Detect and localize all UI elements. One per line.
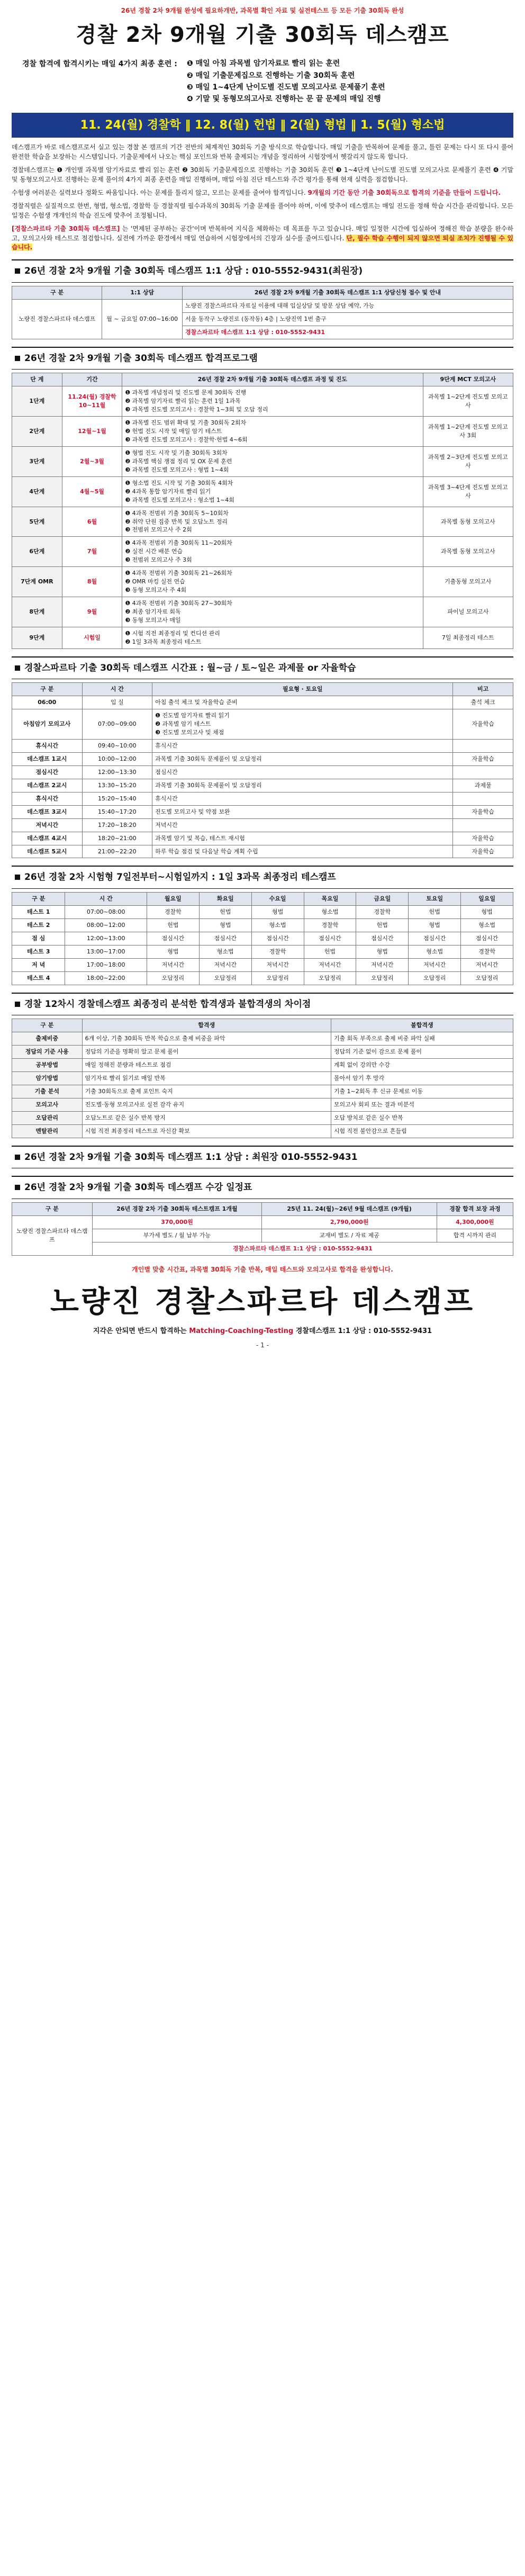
table-row — [12, 945, 513, 958]
table-row — [12, 919, 513, 932]
square-icon — [15, 356, 20, 361]
mct-cell: 과목별 동형 모의고사 — [423, 507, 513, 537]
table-cell: 시험 직전 불안감으로 흔들림 — [331, 1124, 513, 1138]
goal-item: ❸ 매일 1~4단계 난이도별 진도별 모의고사로 문제풀기 훈련 — [186, 83, 385, 92]
table-cell: 17:20~18:20 — [82, 818, 152, 832]
table-cell: 하루 학습 점검 및 다음날 학습 계획 수립 — [152, 845, 453, 858]
table-row — [12, 476, 513, 507]
table-cell: 오답관리 — [12, 1111, 83, 1124]
intro-text: 는 '면제된 공부하는 공간'이며 반복하여 지식을 체화하는 데 목표를 두고 있습니다. 매일 일정한 시간에 입실하여 정해진 학습 분량을 완수하고, 모의고사와 테스트로 점검합니다. 실전에 가까운 환경에서 매일 연습하여 시험장에서의 긴장과 실수를 줄여드립니다. — [12, 225, 513, 242]
square-icon — [15, 875, 20, 880]
table-cell: 데스캠프 4교시 — [12, 832, 83, 845]
stage-cell: 9단계 — [12, 627, 62, 648]
table-cell: 과제물 — [453, 779, 513, 792]
table-header: 경찰 합격 보장 과정 — [437, 1203, 513, 1216]
table-cell — [453, 740, 513, 753]
table-cell: 저녁시간 — [409, 958, 461, 971]
program-table-body — [12, 386, 513, 648]
table-header: 구 분 — [12, 286, 102, 300]
table-cell: 진도별 모의고사 및 약점 보완 — [152, 805, 453, 818]
weekly-table — [12, 892, 513, 985]
table-header: 화요일 — [199, 893, 251, 906]
table-row — [12, 299, 513, 312]
goals-intro: 경찰 합격에 합격시키는 매일 4가지 최종 훈련 : — [22, 60, 177, 69]
table-cell: 월 ~ 금요일 07:00~16:00 — [102, 299, 183, 339]
table-header: 필요형 · 토요일 — [152, 683, 453, 696]
table-cell: 서울 동작구 노량진로 (동작동) 4층 | 노량진역 1번 출구 — [182, 312, 513, 326]
table-cell: 오답정리 — [147, 971, 199, 985]
content-cell: ❶ 4과목 전범위 기출 30회독 27~30회차 ❷ 최종 암기자료 회독 ❸ 동형 모의고사 매일 — [122, 597, 423, 627]
table-header: 토요일 — [409, 893, 461, 906]
table-cell: 점심시간 — [147, 932, 199, 945]
brand-subtitle — [12, 1327, 513, 1337]
table-cell — [453, 818, 513, 832]
table-cell: 매일 정해진 분량과 테스트로 점검 — [82, 1059, 331, 1072]
table-header: 기간 — [62, 373, 122, 386]
intro-highlight: [경찰스파르타 기출 30회독 데스캠프] — [12, 225, 120, 233]
square-icon — [15, 1002, 20, 1007]
section-title — [12, 656, 513, 680]
table-cell: 형소법 — [251, 919, 304, 932]
section-title — [12, 259, 513, 283]
content-cell: ❶ 과목별 진도 범위 확대 및 기출 30회독 2회차 ❷ 헌법 진도 시작 및 매일 암기 테스트 ❸ 과목별 진도별 모의고사 : 경찰학·헌법 4~6회 — [122, 417, 423, 447]
table-row — [12, 446, 513, 476]
table-cell: 정답의 기준을 명확히 알고 문제 풀이 — [82, 1046, 331, 1059]
table-cell: 휴식시간 — [12, 740, 83, 753]
section-title — [12, 1146, 513, 1169]
table-cell: 테스트 2 — [12, 919, 65, 932]
table-cell: 점심시간 — [12, 765, 83, 779]
mct-cell: 과목별 2~3단계 진도별 모의고사 — [423, 446, 513, 476]
table-cell — [453, 792, 513, 805]
period-cell: 8월 — [62, 567, 122, 597]
period-cell: 7월 — [62, 537, 122, 567]
table-cell: 18:00~22:00 — [65, 971, 147, 985]
table-cell: 노량진 경찰스파르타 데스캠프 — [12, 299, 102, 339]
table-cell: 몰아서 암기 후 망각 — [331, 1072, 513, 1085]
table-row — [12, 1111, 513, 1124]
table-cell: 형법 — [199, 919, 251, 932]
square-icon — [15, 268, 20, 274]
period-cell: 시험일 — [62, 627, 122, 648]
top-banner: 26년 경찰 2차 9개월 완성에 필요하개반, 과목별 확인 자료 및 실전테스트 등 모든 기출 30회독 완성 — [121, 7, 404, 14]
footer-note: 개인별 맞춤 시간표, 과목별 30회독 기출 반복, 매일 테스트와 모의고사로 합격을 완성합니다. — [132, 1265, 393, 1273]
table-cell: 15:40~17:20 — [82, 805, 152, 818]
table-row — [12, 696, 513, 709]
mct-cell: 7일 최종정리 테스트 — [423, 627, 513, 648]
table-cell: 휴식시간 — [152, 740, 453, 753]
intro-highlight: 9개월의 기간 동안 기출 30회독으로 합격의 기준을 만들어 드립니다. — [307, 189, 501, 197]
table-cell: 저녁시간 — [147, 958, 199, 971]
table-cell: 경찰학 — [147, 906, 199, 919]
table-row — [12, 958, 513, 971]
table-cell: 형법 — [147, 945, 199, 958]
brand-sub-text: 경찰데스캠프 1:1 상담 : 010-5552-9431 — [293, 1327, 432, 1336]
table-cell: 저녁시간 — [12, 818, 83, 832]
program-table — [12, 373, 513, 648]
table-row — [12, 805, 513, 818]
section-title-text: 26년 경찰 2차 9개월 기출 30회독 데스캠프 수강 일정표 — [24, 1182, 252, 1193]
table-cell: 암기방법 — [12, 1072, 83, 1085]
stage-cell: 7단계 OMR — [12, 567, 62, 597]
stage-cell: 4단계 — [12, 476, 62, 507]
table-cell: 형소법 — [304, 906, 356, 919]
table-cell: 헌법 — [356, 919, 409, 932]
table-cell: 오답정리 — [304, 971, 356, 985]
table-header: 비고 — [453, 683, 513, 696]
table-row — [12, 1215, 513, 1229]
mct-cell: 과목별 동형 모의고사 — [423, 537, 513, 567]
table-cell: 과목별 기출 30회독 문제풀이 및 오답정리 — [152, 779, 453, 792]
section-title — [12, 993, 513, 1016]
table-cell: 점심시간 — [356, 932, 409, 945]
table-cell: 17:00~18:00 — [65, 958, 147, 971]
table-cell: 오답정리 — [409, 971, 461, 985]
mct-cell: 과목별 3~4단계 진도별 모의고사 — [423, 476, 513, 507]
table-cell: 15:20~15:40 — [82, 792, 152, 805]
table-cell: 기출 1~2회독 후 신규 문제로 이동 — [331, 1085, 513, 1098]
table-cell: 점심시간 — [152, 765, 453, 779]
mct-cell: 과목별 1~2단계 진도별 모의고사 3회 — [423, 417, 513, 447]
table-row — [12, 779, 513, 792]
table-cell: 21:00~22:20 — [82, 845, 152, 858]
table-row — [12, 507, 513, 537]
table-cell: 기출 회독 부족으로 출제 비중 파악 실패 — [331, 1032, 513, 1046]
table-cell: 오답 방치로 같은 실수 반복 — [331, 1111, 513, 1124]
price-cell: 2,790,000원 — [262, 1215, 437, 1229]
table-cell: 입 실 — [82, 696, 152, 709]
intro-paragraph: 경찰데스캠프는 ❶ 개인별 과목별 암기자료로 빨리 읽는 훈련 ❷ 30회독 기출문제집으로 진행하는 기출 30회독 훈련 ❸ 1~4단계 난이도별 진도별 모의고사로 문제풀기 훈련 ❹ 기말 및 동형모의고사로 진행하는 문제 풀이의 4가지 최종 훈련을 매일 진행하며, 매일 아침 진단 테스트와 주간 평가를 통해 현재 실력을 점검합니다. — [12, 166, 513, 183]
table-cell: 합격 시까지 관리 — [437, 1229, 513, 1242]
period-cell: 12월~1월 — [62, 417, 122, 447]
table-cell: 형법 — [251, 906, 304, 919]
table-cell: 저녁시간 — [356, 958, 409, 971]
table-cell: 아침암기 모의고사 — [12, 709, 83, 740]
table-header: 수요일 — [251, 893, 304, 906]
table-cell: 테스트 1 — [12, 906, 65, 919]
square-icon — [15, 665, 20, 671]
content-cell: ❶ 4과목 전범위 기출 30회독 11~20회차 ❷ 실전 시간 배분 연습 ❸ 전범위 모의고사 주 3회 — [122, 537, 423, 567]
section-title-text: 26년 경찰 2차 시험형 7일전부터~시험일까지 : 1일 3과목 최종정리 테스캠프 — [24, 872, 336, 883]
table-cell: 저녁시간 — [251, 958, 304, 971]
intro-text: 수험생 여러분은 실력보다 정확도 싸움입니다. 아는 문제를 틀리지 않고, 모르는 문제를 줄여야 합격입니다. — [12, 189, 308, 197]
table-cell: 데스캠프 2교시 — [12, 779, 83, 792]
table-cell: 테스트 4 — [12, 971, 65, 985]
table-row — [12, 597, 513, 627]
table-cell: 시험 직전 최종정리 테스트로 자신감 확보 — [82, 1124, 331, 1138]
period-cell: 9월 — [62, 597, 122, 627]
table-row — [12, 537, 513, 567]
table-cell: 아침 출석 체크 및 자율학습 준비 — [152, 696, 453, 709]
stage-cell: 5단계 — [12, 507, 62, 537]
intro-highlight: 단, 필수 학습 수행이 되지 않으면 퇴실 조치가 진행될 수 있습니다. — [12, 234, 513, 251]
table-cell: 출석 체크 — [453, 696, 513, 709]
timetable-table — [12, 682, 513, 858]
table-cell: 저녁시간 — [199, 958, 251, 971]
table-cell: 정답의 기준 사용 — [12, 1046, 83, 1059]
section-title-text: 26년 경찰 2차 9개월 기출 30회독 데스캠프 1:1 상담 : 010-5552-9431(최원장) — [24, 266, 363, 277]
table-cell: 저녁시간 — [461, 958, 513, 971]
mct-cell: 파이널 모의고사 — [423, 597, 513, 627]
table-row — [12, 740, 513, 753]
table-cell: 노량진 경찰스파르타 자료실 이용에 대해 입실상담 및 방문 상담 예약, 가능 — [182, 299, 513, 312]
content-cell: ❶ 4과목 전범위 기출 30회독 21~26회차 ❷ OMR 마킹 실전 연습 ❸ 동형 모의고사 주 4회 — [122, 567, 423, 597]
table-cell: 07:00~09:00 — [82, 709, 152, 740]
table-cell: 자율학습 — [453, 709, 513, 740]
table-header: 9단계 MCT 모의고사 — [423, 373, 513, 386]
table-cell: 데스캠프 3교시 — [12, 805, 83, 818]
table-header: 시 간 — [82, 683, 152, 696]
page-number: - 1 - — [256, 1341, 269, 1349]
table-cell: 테스트 3 — [12, 945, 65, 958]
intro-section — [12, 143, 513, 252]
table-cell: 자율학습 — [453, 832, 513, 845]
table-cell: 출제비중 — [12, 1032, 83, 1046]
table-cell: 정답의 기준 없이 감으로 문제 풀이 — [331, 1046, 513, 1059]
section-title-text: 경찰 12차시 경찰데스캠프 최종정리 분석한 합격생과 불합격생의 차이점 — [24, 998, 311, 1010]
intro-paragraph: 데스캠프가 바로 데스캠프로서 실고 있는 경찰 본 캠프의 기간 전반의 체계적인 30회독 기출 방식으로 학습합니다. 매일 기출을 반복하여 문제를 풀고, 틀린 문제는 다시 또 다시 풀어 완전한 학습을 보장하는 시스템입니다. 기출문제에서 나오는 핵심 포인트와 반복 출제되는 개념을 정리하여 시험장에서 헷갈리지 않도록 합니다. — [12, 143, 513, 160]
intro-paragraph: 경찰직렬은 실질적으로 한번, 형법, 형소법, 경찰학 등 경찰직렬 필수과목의 30회독 기출 문제를 풀어야 하며, 이에 맞추어 데스캠프는 매일 진도를 정해 학습 시간을 관리합니다. 모든 일정은 수험생 개개인의 학습 진도에 맞추어 조정됩니다. — [12, 202, 513, 219]
price-cell: 370,000원 — [92, 1215, 262, 1229]
section-title — [12, 347, 513, 370]
table-row — [12, 386, 513, 417]
table-cell: 경찰학 — [304, 919, 356, 932]
table-cell: 형소법 — [461, 919, 513, 932]
table-cell: 점 심 — [12, 932, 65, 945]
table-cell: 13:00~17:00 — [65, 945, 147, 958]
section-title-text: 경찰스파르타 기출 30회독 데스캠프 시간표 : 월~금 / 토~일은 과제물 or 자율학습 — [24, 662, 356, 673]
square-icon — [15, 1155, 20, 1160]
table-header: 불합격생 — [331, 1019, 513, 1032]
content-cell: ❶ 과목별 개념정리 및 진도별 문제 30회독 진행 ❷ 과목별 암기자료 빨리 읽는 훈련 1일 1과목 ❸ 과목별 진도별 모의고사 : 경찰학 1~3회 및 오답 정리 — [122, 386, 423, 417]
table-row — [12, 1032, 513, 1046]
content-cell: ❶ 형법 진도 시작 및 기출 30회독 3회차 ❷ 과목별 핵심 쟁점 정리 및 OX 문제 훈련 ❸ 과목별 진도별 모의고사 : 형법 1~4회 — [122, 446, 423, 476]
table-cell: 09:40~10:00 — [82, 740, 152, 753]
table-cell: 데스캠프 1교시 — [12, 752, 83, 765]
table-header: 26년 경찰 2차 9개월 기출 30회독 데스캠프 과정 및 진도 — [122, 373, 423, 386]
table-row — [12, 1098, 513, 1111]
table-header-row — [12, 893, 513, 906]
table-row — [12, 832, 513, 845]
table-cell: 경찰학 — [251, 945, 304, 958]
table-cell — [453, 765, 513, 779]
table-header: 합격생 — [82, 1019, 331, 1032]
table-row — [12, 932, 513, 945]
table-cell: 과목별 암기 및 복습, 테스트 재시험 — [152, 832, 453, 845]
table-cell: 교재비 별도 / 자료 제공 — [262, 1229, 437, 1242]
brand-sub-text: 지각은 안되면 반드시 합격하는 — [93, 1327, 189, 1336]
table-cell: 오답정리 — [199, 971, 251, 985]
table-row — [12, 792, 513, 805]
section-title — [12, 866, 513, 889]
weekly-body — [12, 906, 513, 985]
timetable-body — [12, 696, 513, 858]
table-cell: 휴식시간 — [12, 792, 83, 805]
table-cell: 경찰학 — [461, 945, 513, 958]
table-cell: 경찰스파르타 데스캠프 1:1 상담 : 010-5552-9431 — [92, 1242, 513, 1255]
table-header: 월요일 — [147, 893, 199, 906]
content-cell: ❶ 4과목 전범위 기출 30회독 5~10회차 ❷ 취약 단원 집중 반복 및 오답노트 정리 ❸ 전범위 모의고사 주 2회 — [122, 507, 423, 537]
period-cell: 11.24(월) 경찰학 10~11월 — [62, 386, 122, 417]
table-cell: 12:00~13:00 — [65, 932, 147, 945]
table-cell: 휴식시간 — [152, 792, 453, 805]
table-row — [12, 818, 513, 832]
table-header: 25년 11. 24(월)~26년 9월 데스캠프 (9개월) — [262, 1203, 437, 1216]
stage-cell: 3단계 — [12, 446, 62, 476]
table-cell: 데스캠프 5교시 — [12, 845, 83, 858]
period-cell: 6월 — [62, 507, 122, 537]
table-cell: 헌법 — [147, 919, 199, 932]
brand-logo-text: 노량진 경찰스파르타 데스캠프 — [50, 1285, 475, 1320]
table-cell: 형법 — [461, 906, 513, 919]
table-header: 구 분 — [12, 683, 83, 696]
table-row — [12, 845, 513, 858]
section-title — [12, 1176, 513, 1199]
table-cell: 자율학습 — [453, 805, 513, 818]
table-cell: 공부방법 — [12, 1059, 83, 1072]
content-cell: ❶ 시험 직전 최종정리 및 컨디션 관리 ❷ 1일 3과목 최종정리 테스트 — [122, 627, 423, 648]
table-row — [12, 1072, 513, 1085]
table-cell: ❶ 진도별 암기자료 빨리 읽기 ❷ 과목별 암기 테스트 ❸ 진도별 모의고사 및 채점 — [152, 709, 453, 740]
table-cell: 과목별 기출 30회독 문제풀이 및 오답정리 — [152, 752, 453, 765]
table-cell: 06:00 — [12, 696, 83, 709]
table-cell: 점심시간 — [251, 932, 304, 945]
table-row — [12, 627, 513, 648]
table-cell: 헌법 — [199, 906, 251, 919]
contact-table — [12, 286, 513, 339]
table-cell: 저 녁 — [12, 958, 65, 971]
table-cell: 자율학습 — [453, 845, 513, 858]
table-cell: 모의고사 회피 또는 결과 미분석 — [331, 1098, 513, 1111]
square-icon — [15, 1185, 20, 1190]
mct-cell: 기출동형 모의고사 — [423, 567, 513, 597]
table-row — [12, 1124, 513, 1138]
table-cell: 07:00~08:00 — [65, 906, 147, 919]
table-row — [12, 971, 513, 985]
table-header: 목요일 — [304, 893, 356, 906]
compare-table — [12, 1019, 513, 1138]
period-cell: 2월~3월 — [62, 446, 122, 476]
table-cell: 점심시간 — [461, 932, 513, 945]
table-cell: 자율학습 — [453, 752, 513, 765]
table-header: 금요일 — [356, 893, 409, 906]
table-row — [12, 417, 513, 447]
period-cell: 4월~5월 — [62, 476, 122, 507]
table-cell: 멘탈관리 — [12, 1124, 83, 1138]
table-cell: 진도별·동형 모의고사로 실전 감각 유지 — [82, 1098, 331, 1111]
table-header: 구 분 — [12, 893, 65, 906]
compare-body — [12, 1032, 513, 1138]
stage-cell: 2단계 — [12, 417, 62, 447]
table-header: 시 간 — [65, 893, 147, 906]
table-row — [12, 567, 513, 597]
section-title-text: 26년 경찰 2차 9개월 기출 30회독 데스캠프 합격프로그램 — [24, 353, 258, 364]
intro-paragraph — [12, 224, 513, 252]
table-row — [12, 1046, 513, 1059]
stage-cell: 8단계 — [12, 597, 62, 627]
register-table — [12, 1202, 513, 1256]
table-cell: 형법 — [409, 919, 461, 932]
mct-cell: 과목별 1~2단계 진도별 모의고사 — [423, 386, 513, 417]
table-header: 26년 경찰 2차 기출 30회독 테스트캠프 1개월 — [92, 1203, 262, 1216]
intro-paragraph — [12, 188, 513, 197]
table-cell: 오답노트로 같은 실수 반복 방지 — [82, 1111, 331, 1124]
table-cell: 저녁시간 — [152, 818, 453, 832]
table-cell: 헌법 — [304, 945, 356, 958]
table-row — [12, 765, 513, 779]
table-cell: 기출 30회독으로 출제 포인트 숙지 — [82, 1085, 331, 1098]
table-cell: 헌법 — [409, 906, 461, 919]
table-cell: 10:00~12:00 — [82, 752, 152, 765]
brand-sub-highlight: Matching-Coaching-Testing — [189, 1327, 294, 1336]
table-cell: 18:20~21:00 — [82, 832, 152, 845]
table-cell: 경찰스파르타 데스캠프 1:1 상담 : 010-5552-9431 — [182, 326, 513, 339]
stage-cell: 6단계 — [12, 537, 62, 567]
table-cell: 오답정리 — [251, 971, 304, 985]
table-cell: 오답정리 — [461, 971, 513, 985]
table-cell: 형소법 — [409, 945, 461, 958]
table-row — [12, 1085, 513, 1098]
page-title: 경찰 2차 9개월 기출 30회독 데스캠프 — [76, 23, 449, 48]
table-cell: 부가세 별도 / 월 납부 가능 — [92, 1229, 262, 1242]
table-cell: 점심시간 — [199, 932, 251, 945]
table-cell: 모의고사 — [12, 1098, 83, 1111]
section-title-text: 26년 경찰 2차 9개월 기출 30회독 데스캠프 1:1 상담 : 최원장 010-5552-9431 — [24, 1151, 358, 1163]
table-header: 일요일 — [461, 893, 513, 906]
table-cell: 저녁시간 — [304, 958, 356, 971]
table-row — [12, 709, 513, 740]
goal-item: ❹ 기말 및 동형모의고사로 진행하는 문 끝 문제의 매일 진행 — [186, 95, 381, 104]
goal-item: ❷ 매일 기출문제집으로 진행하는 기출 30회독 훈련 — [186, 71, 355, 80]
table-cell: 계획 없이 강의만 수강 — [331, 1059, 513, 1072]
table-cell: 기출 분석 — [12, 1085, 83, 1098]
table-cell: 암기자료 빨리 읽기로 매일 반복 — [82, 1072, 331, 1085]
table-header: 구 분 — [12, 1203, 93, 1216]
table-cell: 13:30~15:20 — [82, 779, 152, 792]
goals-list — [187, 58, 385, 105]
goals-block — [12, 56, 513, 110]
table-cell: 6개 이상, 기출 30회독 반복 학습으로 출제 비중을 파악 — [82, 1032, 331, 1046]
content-cell: ❶ 형소법 진도 시작 및 기출 30회독 4회차 ❷ 4과목 통합 암기자료 빨리 읽기 ❸ 과목별 진도별 모의고사 : 형소법 1~4회 — [122, 476, 423, 507]
table-row — [12, 1059, 513, 1072]
schedule-banner: 11. 24(월) 경찰학 ‖ 12. 8(월) 헌법 ‖ 2(월) 형법 ‖ 1. 5(월) 형소법 — [12, 113, 513, 138]
table-cell: 08:00~12:00 — [65, 919, 147, 932]
table-cell: 형법 — [356, 945, 409, 958]
table-header: 26년 경찰 2차 9개월 기출 30회독 데스캠프 1:1 상담신청 접수 및 안내 — [182, 286, 513, 300]
table-cell: 12:00~13:30 — [82, 765, 152, 779]
table-header: 단 계 — [12, 373, 62, 386]
goal-item: ❶ 매일 아침 과목별 암기자료로 빨리 읽는 훈련 — [186, 59, 340, 68]
table-cell: 점심시간 — [304, 932, 356, 945]
table-cell: 오답정리 — [356, 971, 409, 985]
table-cell: 경찰학 — [356, 906, 409, 919]
stage-cell: 1단계 — [12, 386, 62, 417]
table-row — [12, 906, 513, 919]
table-cell: 노량진 경찰스파르타 데스캠프 — [12, 1215, 93, 1255]
table-cell: 점심시간 — [409, 932, 461, 945]
table-header: 구 분 — [12, 1019, 83, 1032]
table-row — [12, 752, 513, 765]
price-cell: 4,300,000원 — [437, 1215, 513, 1229]
table-header: 1:1 상담 — [102, 286, 183, 300]
table-cell: 형소법 — [199, 945, 251, 958]
